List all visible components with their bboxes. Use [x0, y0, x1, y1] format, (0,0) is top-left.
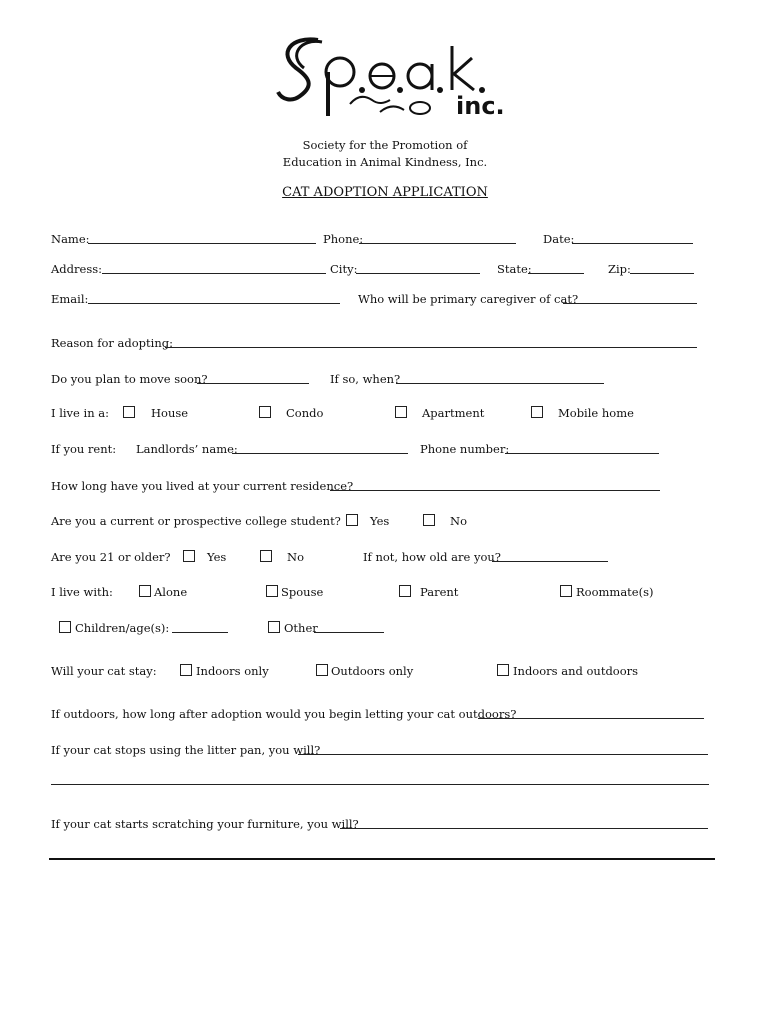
name-label: Name: — [51, 232, 90, 246]
caregiver-field[interactable] — [563, 303, 697, 304]
spouse-label: Spouse — [281, 585, 324, 599]
other-checkbox[interactable] — [268, 621, 280, 633]
email-label: Email: — [51, 292, 89, 306]
org-line-2: Education in Animal Kindness, Inc. — [282, 155, 488, 169]
caregiver-label: Who will be primary caregiver of cat? — [358, 292, 579, 306]
how-old-label: If not, how old are you? — [363, 550, 501, 564]
condo-label: Condo — [286, 406, 324, 420]
age21-yes-checkbox[interactable] — [183, 550, 195, 562]
phone-label: Phone: — [323, 232, 364, 246]
mobile-home-label: Mobile home — [558, 406, 634, 420]
move-label: Do you plan to move soon? — [51, 372, 208, 386]
apartment-label: Apartment — [422, 406, 485, 420]
other-label: Other — [284, 621, 318, 635]
litter-label: If your cat stops using the litter pan, you will? — [51, 743, 321, 757]
roommate-label: Roommate(s) — [576, 585, 654, 599]
children-checkbox[interactable] — [59, 621, 71, 633]
indoors-only-label: Indoors only — [196, 664, 269, 678]
how-long-field[interactable] — [330, 490, 660, 491]
litter-field-line-2[interactable] — [51, 784, 709, 785]
condo-checkbox[interactable] — [259, 406, 271, 418]
alone-label: Alone — [154, 585, 188, 599]
parent-label: Parent — [420, 585, 459, 599]
speak-logo — [270, 34, 510, 124]
page-title: CAT ADOPTION APPLICATION — [282, 185, 488, 200]
zip-label: Zip: — [608, 262, 631, 276]
age21-label: Are you 21 or older? — [51, 550, 171, 564]
student-no-label: No — [450, 514, 467, 528]
student-yes-checkbox[interactable] — [346, 514, 358, 526]
parent-checkbox[interactable] — [399, 585, 411, 597]
scratching-label: If your cat starts scratching your furniture, you will? — [51, 817, 359, 831]
when-label: If so, when? — [330, 372, 401, 386]
house-checkbox[interactable] — [123, 406, 135, 418]
indoors-outdoors-checkbox[interactable] — [497, 664, 509, 676]
outdoors-after-field[interactable] — [478, 718, 704, 719]
litter-field[interactable] — [298, 754, 708, 755]
other-field[interactable] — [314, 632, 384, 633]
city-label: City: — [330, 262, 358, 276]
live-in-label: I live in a: — [51, 406, 109, 420]
house-label: House — [151, 406, 189, 420]
children-label: Children/age(s): — [75, 621, 170, 635]
outdoors-only-label: Outdoors only — [331, 664, 414, 678]
city-field[interactable] — [356, 273, 480, 274]
outdoors-only-checkbox[interactable] — [316, 664, 328, 676]
reason-field[interactable] — [165, 347, 697, 348]
alone-checkbox[interactable] — [139, 585, 151, 597]
zip-field[interactable] — [630, 273, 694, 274]
if-rent-label: If you rent: — [51, 442, 117, 456]
date-field[interactable] — [572, 243, 693, 244]
bottom-divider — [49, 858, 715, 860]
logo-suffix: inc. — [456, 92, 505, 120]
phone-field[interactable] — [359, 243, 516, 244]
scratching-field[interactable] — [340, 828, 708, 829]
email-field[interactable] — [88, 303, 340, 304]
student-label: Are you a current or prospective college student? — [51, 514, 341, 528]
spouse-checkbox[interactable] — [266, 585, 278, 597]
org-line-1: Society for the Promotion of — [302, 138, 468, 152]
mobile-home-checkbox[interactable] — [531, 406, 543, 418]
outdoors-after-label: If outdoors, how long after adoption would you begin letting your cat outdoors? — [51, 707, 517, 721]
name-field[interactable] — [88, 243, 316, 244]
live-with-label: I live with: — [51, 585, 113, 599]
state-label: State: — [497, 262, 532, 276]
indoors-only-checkbox[interactable] — [180, 664, 192, 676]
student-yes-label: Yes — [370, 514, 390, 528]
phone-number-label: Phone number: — [420, 442, 510, 456]
address-field[interactable] — [102, 273, 326, 274]
indoors-outdoors-label: Indoors and outdoors — [513, 664, 639, 678]
how-long-label: How long have you lived at your current residence? — [51, 479, 354, 493]
age21-no-label: No — [287, 550, 304, 564]
move-field[interactable] — [197, 383, 309, 384]
age21-yes-label: Yes — [207, 550, 227, 564]
landlord-phone-field[interactable] — [505, 453, 659, 454]
children-field[interactable] — [172, 632, 228, 633]
roommate-checkbox[interactable] — [560, 585, 572, 597]
cat-stay-label: Will your cat stay: — [51, 664, 157, 678]
date-label: Date: — [543, 232, 575, 246]
reason-label: Reason for adopting: — [51, 336, 173, 350]
address-label: Address: — [51, 262, 103, 276]
age21-no-checkbox[interactable] — [260, 550, 272, 562]
how-old-field[interactable] — [492, 561, 608, 562]
state-field[interactable] — [528, 273, 584, 274]
student-no-checkbox[interactable] — [423, 514, 435, 526]
apartment-checkbox[interactable] — [395, 406, 407, 418]
landlord-field[interactable] — [232, 453, 408, 454]
landlord-label: Landlords’ name: — [136, 442, 238, 456]
when-field[interactable] — [396, 383, 604, 384]
